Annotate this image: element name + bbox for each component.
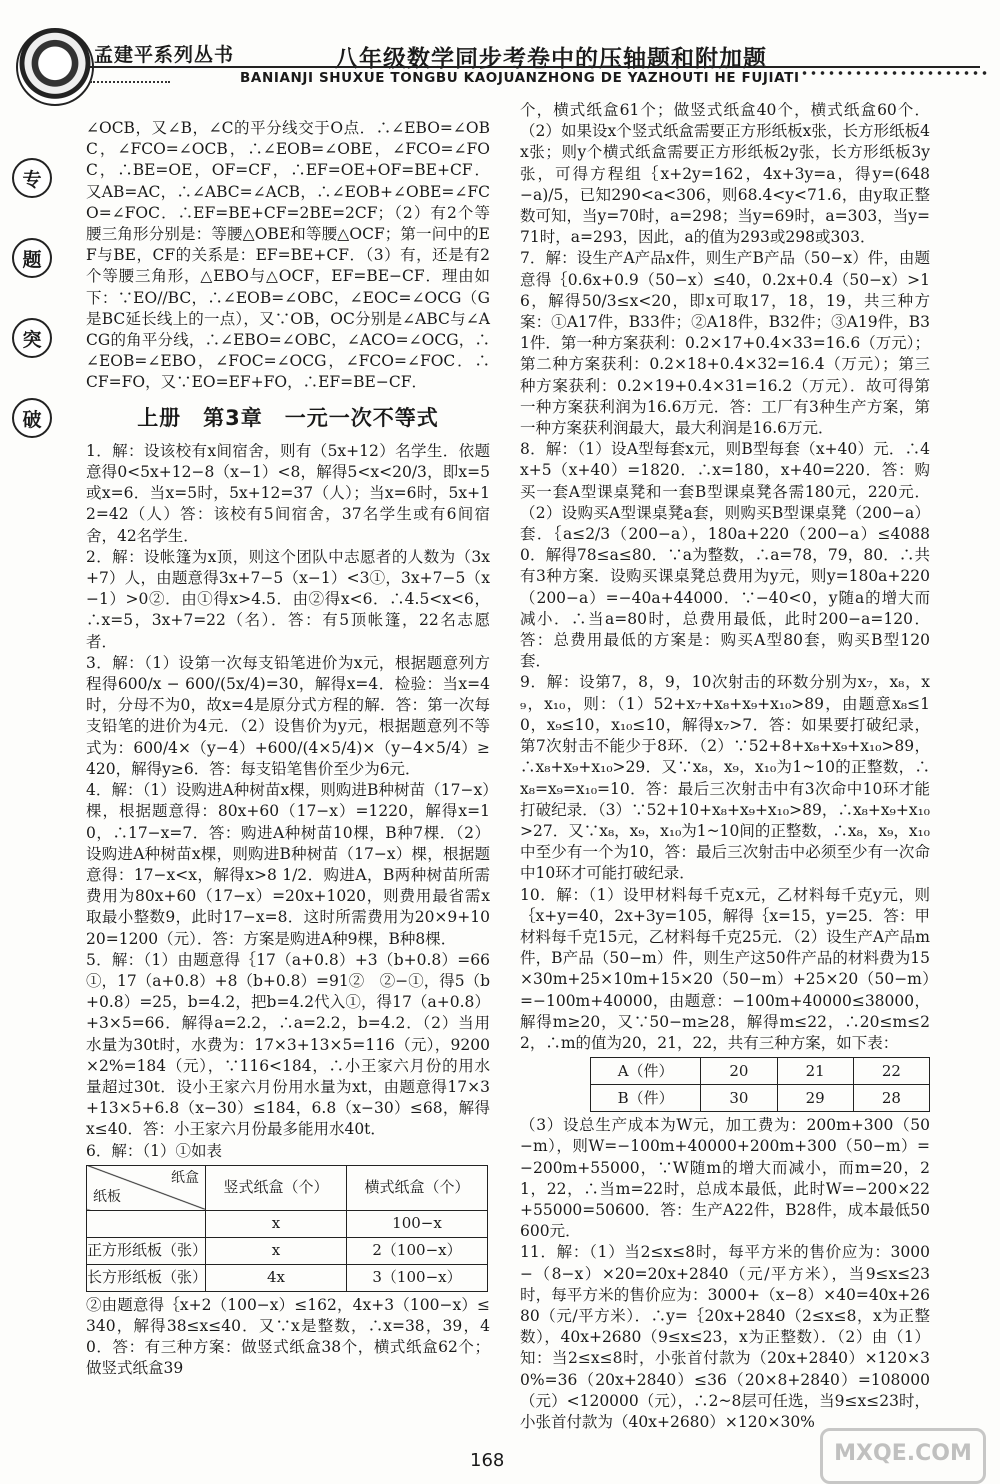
table-cell: 22 (853, 1058, 929, 1085)
series-logo-icon (16, 28, 94, 106)
table-cell: 29 (777, 1085, 853, 1112)
table-row (591, 1085, 930, 1112)
series-name: 孟建平系列丛书 (94, 44, 235, 66)
table-row (87, 1237, 488, 1264)
table-row (87, 1210, 488, 1237)
table-corner-cell (87, 1165, 206, 1210)
diag-bottom-label: 纸板 (93, 1188, 121, 1205)
table-cell: 4x (206, 1264, 347, 1291)
table-cell: 3（100−x） (347, 1264, 488, 1291)
answer-10: 10．解：（1）设甲材料每千克x元，乙材料每千克y元，则｛x+y=40，2x+3y=105，解得｛x=15，y=25．答：甲材料每千克15元，乙材料每千克25元．（2）设生产A产品m件，B产品（50−m）件，则生产这50件产品的材料费为15×30m+25×10m+15×20（50−m）+25×20（50−m）=−100m+40000，由题意：−100m+40000≤38000，解得m≥20，又∵50−m≥28，解得m≤22，∴20≤m≤22，∴m的值为20，21，22，共有三种方案，如下表： (520, 885, 930, 1052)
table-cell: x (206, 1237, 347, 1264)
answer-10-part3: （3）设总生产成本为W元，加工费为：200m+300（50−m），则W=−100m+40000+200m+300（50−m）=−200m+55000，∵W随m的增大而减小，而m=20，21，22，∴当m=22时，总成本最低，此时W=−200×22+55000=50600．答：生产A22件，B28件，成本最低50600元． (520, 1116, 930, 1241)
header-ornament (90, 73, 170, 83)
table-cell: 28 (853, 1085, 929, 1112)
table-cell: 21 (777, 1058, 853, 1085)
table-cell: x (206, 1210, 347, 1237)
answer-5: 5．解：（1）由题意得｛17（a+0.8）+3（b+0.8）=66①，17（a+0.8）+8（b+0.8）=91② ②−①，得5（b+0.8）=25，b=4.2，把b=4.2代入①，得17（a+0.8）+3×5=66．解得a=2.2，∴a=2.2，b=4.2．（2）当用水量为30t时，水费为：17×3+13×5=116（元），9200×2%=184（元），∵116<184，∴小王家六月份的用水量超过30t．设小王家六月份用水量为xt，由题意得17×3+13×5+6.8（x−30）≤184，6.8（x−30）≤68，解得x≤40．答：小王家六月份最多能用水40t． (86, 950, 490, 1139)
answer-7: 7．解：设生产A产品x件，则生产B产品（50−x）件，由题意得｛0.6x+0.9（50−x）≤40，0.2x+0.4（50−x）>16，解得50/3≤x<20，即x可取17，18，19，共三种方案：①A17件，B33件；②A18件，B32件；③A19件，B31件．第一种方案获利：0.2×17+0.4×33=16.6（万元）；第二种方案获利：0.2×18+0.4×32=16.4（万元）；第三种方案获利：0.2×19+0.4×31=16.2（万元）．故可得第一种方案获利润为16.6万元．答：工厂有3种生产方案，第一种方案获利润最大，最大利润是16.6万元． (520, 249, 930, 438)
answer-4: 4．解：（1）设购进A种树苗x棵，则购进B种树苗（17−x）棵，根据题意得：80x+60（17−x）=1220，解得x=10，∴17−x=7．答：购进A种树苗10棵，B种7棵．（2）设购进A种树苗x棵，则购进B种树苗（17−x）棵，根据题意得：17−x<x，解得x>8 1/2．购进A，B两种树苗所需费用为80x+60（17−x）=20x+1020，则费用最省需x取最小整数9，此时17−x=8．这时所需费用为20×9+1020=1200（元）．答：方案是购进A种9棵，B种8棵． (86, 781, 490, 948)
page-header (0, 0, 1000, 100)
diag-top-label: 纸盒 (171, 1169, 199, 1186)
answer-11: 11．解：（1）当2≤x≤8时，每平方米的售价应为：3000−（8−x）×20=20x+2840（元/平方米），当9≤x≤23时，每平方米的售价应为：3000+（x−8）×40=40x+2680（元/平方米）．∴y=｛20x+2840（2≤x≤8，x为正整数），40x+2680（9≤x≤23，x为正整数）．（2）由（1）知：当2≤x≤8时，小张首付款为（20x+2840）×120×30%=36（20x+2840）≤36（20×8+2840）=108000（元）<120000（元），∴2~8层可任选，当9≤x≤23时，小张首付款为（40x+2680）×120×30% (520, 1243, 930, 1431)
header-rule (90, 66, 980, 68)
chapter-heading: 上册 第3章 一元一次不等式 (137, 405, 439, 430)
table-cell: A（件） (591, 1058, 701, 1085)
answer-2: 2．解：设帐篷为x顶，则这个团队中志愿者的人数为（3x+7）人，由题意得3x+7−5（x−1）<3①，3x+7−5（x−1）>0②．由①得x>4.5．由②得x<6．∴4.5<x<6，∴x=5，3x+7=22（名）．答：有5顶帐篷，22名志愿者． (86, 547, 490, 651)
watermark-logo: MXQE.COM (820, 1428, 986, 1484)
answer-paragraph: ∠OCB，又∠B，∠C的平分线交于O点．∴∠EBO=∠OBC，∠FCO=∠OCB，∴∠EOB=∠OBE，∠FCO=∠FOC，∴BE=OE，OF=CF，∴EF=OE+OF=BE+CF．又AB=AC，∴∠ABC=∠ACB，∴∠EOB+∠OBE=∠FCO=∠FOC．∴EF=BE+CF=2BE=2CF；（2）有2个等腰三角形分别是：等腰△OBE和等腰△OCF；第一问中的EF与BE，CF的关系是：EF=BE+CF．（3）有，还是有2个等腰三角形，△EBO与△OCF，EF=BE−CF．理由如下：∵EO//BC，∴∠EOB=∠OBC，∠EOC=∠OCG（G是BC延长线上的一点），又∵OB，OC分别是∠ABC与∠ACG的角平分线，∴∠EBO=∠OBC，∠ACO=∠OCG，∴∠EOB=∠EBO，∠FOC=∠OCG，∠FCO=∠FOC．∴CF=FO，又∵EO=EF+FO，∴EF=BE−CF． (86, 119, 490, 392)
answer-9: 9．解：设第7，8，9，10次射击的环数分别为x₇，x₈，x₉，x₁₀，则：（1）52+x₇+x₈+x₉+x₁₀>89，由题意x₈≤10，x₉≤10，x₁₀≤10，解得x₇>7．答：如果要打破纪录，第7次射击不能少于8环．（2）∵52+8+x₈+x₉+x₁₀>89，∴x₈+x₉+x₁₀>29．又∵x₈，x₉，x₁₀为1~10的正整数，∴x₈=x₉=x₁₀=10．答：最后三次射击中有3次命中10环才能打破纪录．（3）∵52+10+x₈+x₉+x₁₀>89，∴x₈+x₉+x₁₀>27．又∵x₈，x₉，x₁₀为1~10间的正整数，∴x₈，x₉，x₁₀中至少有一个为10，答：最后三次射击中必须至少有一次命中10环才可能打破纪录． (520, 673, 930, 883)
header-dots (800, 69, 990, 77)
table-cell: B（件） (591, 1085, 701, 1112)
answer-6: 6．解：（1）①如表 (86, 1141, 222, 1160)
table-cell: 20 (701, 1058, 777, 1085)
left-column (86, 118, 490, 1380)
side-badge: 专 (12, 158, 52, 198)
side-badges (12, 158, 52, 478)
table-header: 横式纸盒（个） (347, 1165, 488, 1210)
answer-8: 8．解：（1）设A型每套x元，则B型每套（x+40）元．∴4x+5（x+40）=1820．∴x=180，x+40=220．答：购买一套A型课桌凳和一套B型课桌凳各需180元，220元．（2）设购买A型课桌凳a套，则购买B型课桌凳（200−a）套．｛a≤2/3（200−a），180a+220（200−a）≤40880．解得78≤a≤80．∵a为整数，∴a=78，79，80．∴共有3种方案．设购买课桌凳总费用为y元，则y=180a+220（200−a）=−40a+44000．∵−40<0，y随a的增大而减小．∴当a=80时，总费用最低，此时200−a=120．答：总费用最低的方案是：购买A型80套，购买B型120套． (520, 440, 930, 671)
right-column (520, 100, 930, 1433)
table-header: 竖式纸盒（个） (206, 1165, 347, 1210)
page-number: 168 (470, 1450, 505, 1471)
table-cell: 正方形纸板（张） (87, 1237, 206, 1264)
table-row (87, 1264, 488, 1291)
book-title-pinyin: BANIANJI SHUXUE TONGBU KAOJUANZHONG DE YAZHOUTI HE FUJIATI (240, 70, 800, 86)
table-cell: 2（100−x） (347, 1237, 488, 1264)
answer-3: 3．解：（1）设第一次每支铅笔进价为x元，根据题意列方程得600/x − 600/(5x/4)=30，解得x=4．检验：当x=4时，分母不为0，故x=4是原分式方程的解．答：第一次每支铅笔的进价为4元．（2）设售价为y元，根据题意列不等式为：600/4×（y−4）+600/(4×5/4)×（y−4×5/4）≥420，解得y≥6．答：每支铅笔售价至少为6元． (86, 653, 490, 778)
book-title: 八年级数学同步考卷中的压轴题和附加题 (335, 45, 767, 72)
table-cell: 长方形纸板（张） (87, 1264, 206, 1291)
answer-1: 1．解：设该校有x间宿舍，则有（5x+12）名学生．依题意得0<5x+12−8（x−1）<8，解得5<x<20/3，即x=5或x=6．当x=5时，5x+12=37（人）；当x=6时，5x+12=42（人）答：该校有5间宿舍，37名学生或有6间宿舍，42名学生． (86, 441, 490, 545)
table-row (591, 1058, 930, 1085)
table-row (87, 1165, 488, 1210)
side-badge: 突 (12, 318, 52, 358)
table-production-plans (590, 1057, 930, 1112)
answer-6-continued: ②由题意得｛x+2（100−x）≤162，4x+3（100−x）≤340，解得38≤x≤40．又∵x是整数，∴x=38，39，40．答：有三种方案：做竖式纸盒38个，横式纸盒62个；做竖式纸盒39 (86, 1295, 490, 1378)
side-badge: 题 (12, 238, 52, 278)
side-badge: 破 (12, 398, 52, 438)
table-paper-boxes (86, 1165, 488, 1292)
table-cell (87, 1210, 206, 1237)
table-cell: 100−x (347, 1210, 488, 1237)
answer-6-end: 个，横式纸盒61个；做竖式纸盒40个，横式纸盒60个．（2）如果设x个竖式纸盒需要正方形纸板x张，长方形纸板4x张；则y个横式纸盒需要正方形纸板2y张，长方形纸板3y张，可得方程组｛x+2y=162，4x+3y=a，得y=(648−a)/5，已知290<a<306，则68.4<y<71.6，由y取正整数可知，当y=70时，a=298；当y=69时，a=303，当y=71时，a=293，因此，a的值为293或298或303． (520, 101, 930, 247)
table-cell: 30 (701, 1085, 777, 1112)
